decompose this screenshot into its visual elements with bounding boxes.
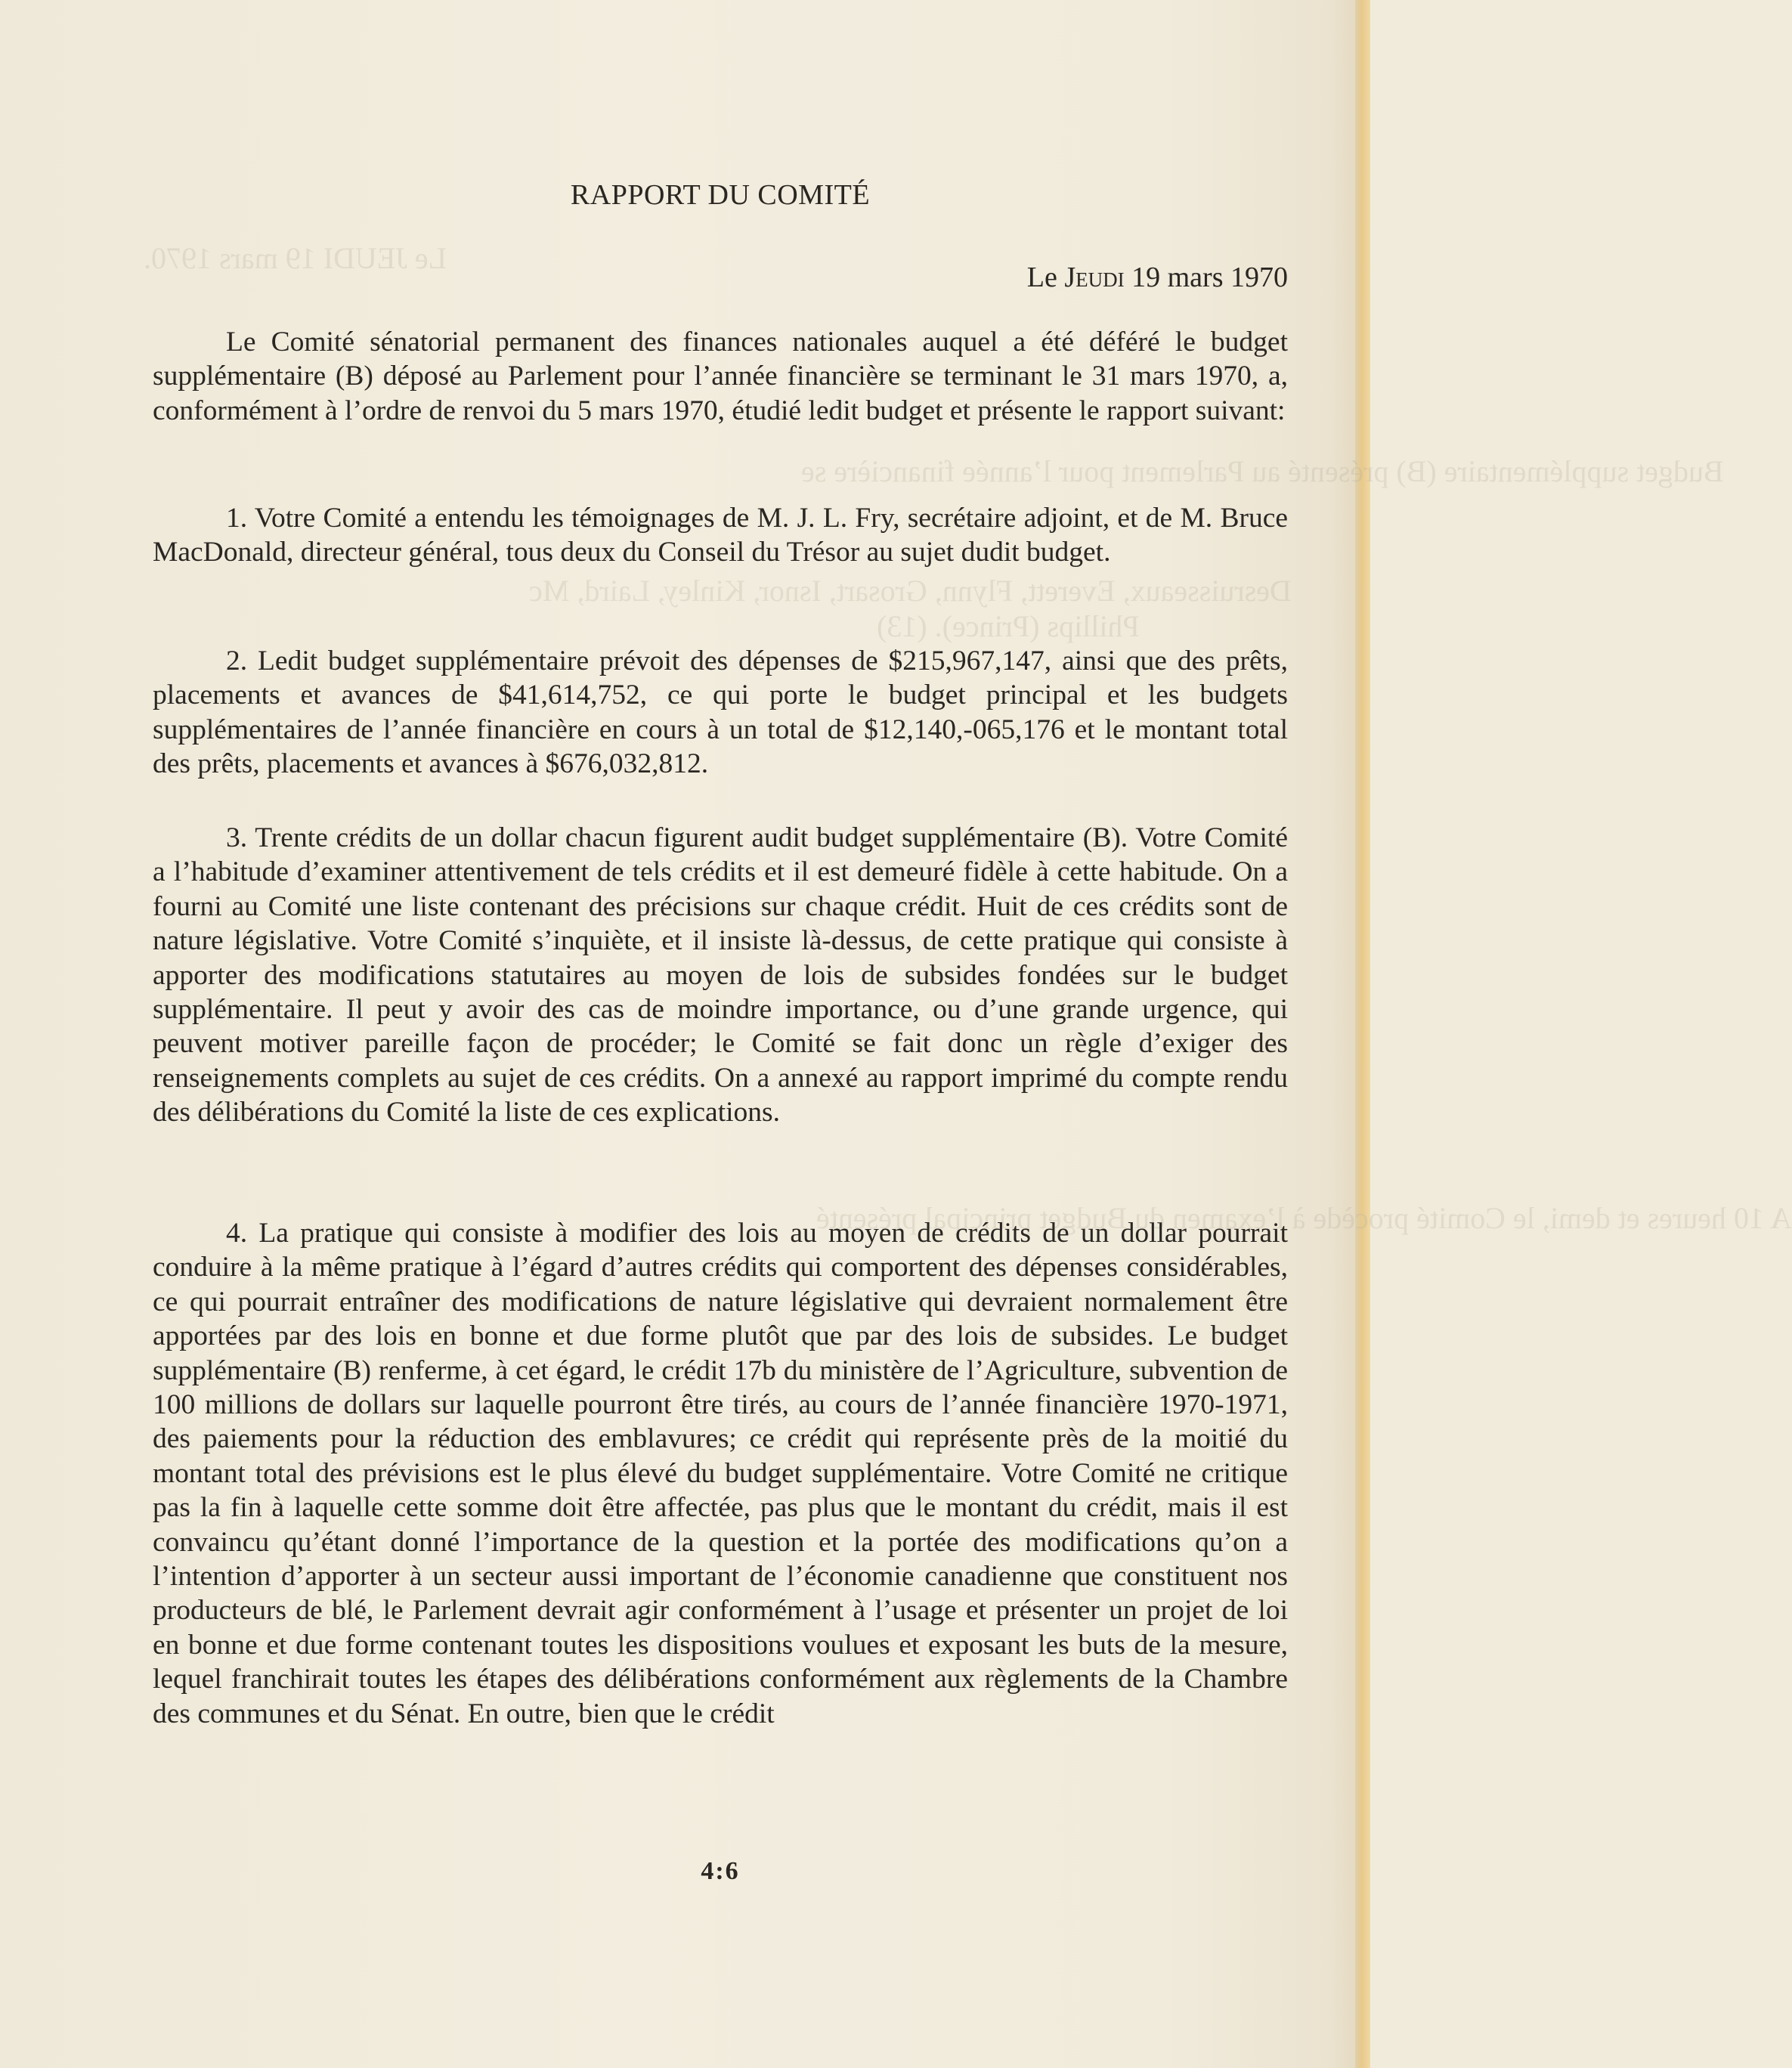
report-date [1027, 261, 1288, 295]
bleed-through-text: A 10 heures et demi, le Comité procède à l’examen du Budget principal présenté [816, 1201, 1792, 1235]
page-number: 4:6 [701, 1857, 740, 1885]
page-spine-edge [1355, 0, 1370, 2068]
page-title: RAPPORT DU COMITÉ [570, 179, 871, 211]
paragraph-2: 2. Ledit budget supplémentaire prévoit des dépenses de $215,967,147, ainsi que des prêts, placements et avances de $41,614,752, ce qui porte le budget principal et les budgets supplémentaires de l’année financière en cours à un total de $12,140,-065,176 et le montant total des prêts, placements et avances à $676,032,812. [153, 645, 1288, 780]
bleed-through-text: Phillips (Prince). (13) [877, 609, 1140, 643]
bleed-through-text: Budget supplémentaire (B) présenté au Parlement pour l’année financière se [801, 454, 1724, 488]
date-day: Jeudi [1064, 262, 1125, 293]
date-rest: 19 mars 1970 [1131, 262, 1288, 293]
bleed-through-text: Desruisseaux, Everett, Flynn, Grosart, Isnor, Kinley, Laird, Mc [529, 574, 1292, 608]
paragraph-4: 4. La pratique qui consiste à modifier des lois au moyen de crédits de un dollar pourrait conduire à la même pratique à l’égard d’autres crédits qui comportent des dépenses considérables, ce qui pourrait entraîner des modifications de nature législative qui devraient normalement être apportées par des lois en bonne et due forme plutôt que par des lois de subsides. Le budget supplémentaire (B) renferme, à cet égard, le crédit 17b du ministère de l’Agriculture, subvention de 100 millions de dollars sur laquelle pourront être tirés, au cours de l’année financière 1970-1971, des paiements pour la réduction des emblavures; ce crédit qui représente près de la moitié du montant total des prévisions est le plus élevé du budget supplémentaire. Votre Comité ne critique pas la fin à laquelle cette somme doit être affectée, pas plus que le montant du crédit, mais il est convaincu qu’étant donné l’importance de la question et la portée des modifications qu’on a l’intention d’apporter à un secteur aussi important de l’économie canadienne que constituent nos producteurs de blé, le Parlement devrait agir conformément à l’usage et présenter un projet de loi en bonne et due forme contenant toutes les dispositions voulues et exposant les buts de la mesure, lequel franchirait toutes les étapes des délibérations conformément aux règlements de la Chambre des communes et du Sénat. En outre, bien que le crédit [153, 1218, 1288, 1729]
paragraph-1: 1. Votre Comité a entendu les témoignages de M. J. L. Fry, secrétaire adjoint, et de M. Bruce MacDonald, directeur général, tous deux du Conseil du Trésor au sujet dudit budget. [153, 503, 1288, 568]
date-prefix: Le [1026, 262, 1057, 293]
paragraph-3: 3. Trente crédits de un dollar chacun figurent audit budget supplémentaire (B). Votre Comité a l’habitude d’examiner attentivement de tels crédits et il est demeuré fidèle à cette habitude. On a fourni au Comité une liste contenant des précisions sur chaque crédit. Huit de ces crédits sont de nature législative. Votre Comité s’inquiète, et il insiste là-dessus, de cette pratique qui consiste à apporter des modifications statutaires au moyen de lois de subsides fondées sur le budget supplémentaire. Il peut y avoir des cas de moindre importance, ou d’une grande urgence, qui peuvent motiver pareille façon de procéder; le Comité se fait donc un règle d’exiger des renseignements complets au sujet de ces crédits. On a annexé au rapport imprimé du compte rendu des délibérations du Comité la liste de ces explications. [153, 822, 1288, 1128]
intro-paragraph: Le Comité sénatorial permanent des finances nationales auquel a été déféré le budget supplémentaire (B) déposé au Parlement pour l’année financière se terminant le 31 mars 1970, a, conformément à l’ordre de renvoi du 5 mars 1970, étudié ledit budget et présente le rapport suivant: [153, 327, 1288, 426]
bleed-through-text: Le JEUDI 19 mars 1970. [144, 241, 447, 275]
